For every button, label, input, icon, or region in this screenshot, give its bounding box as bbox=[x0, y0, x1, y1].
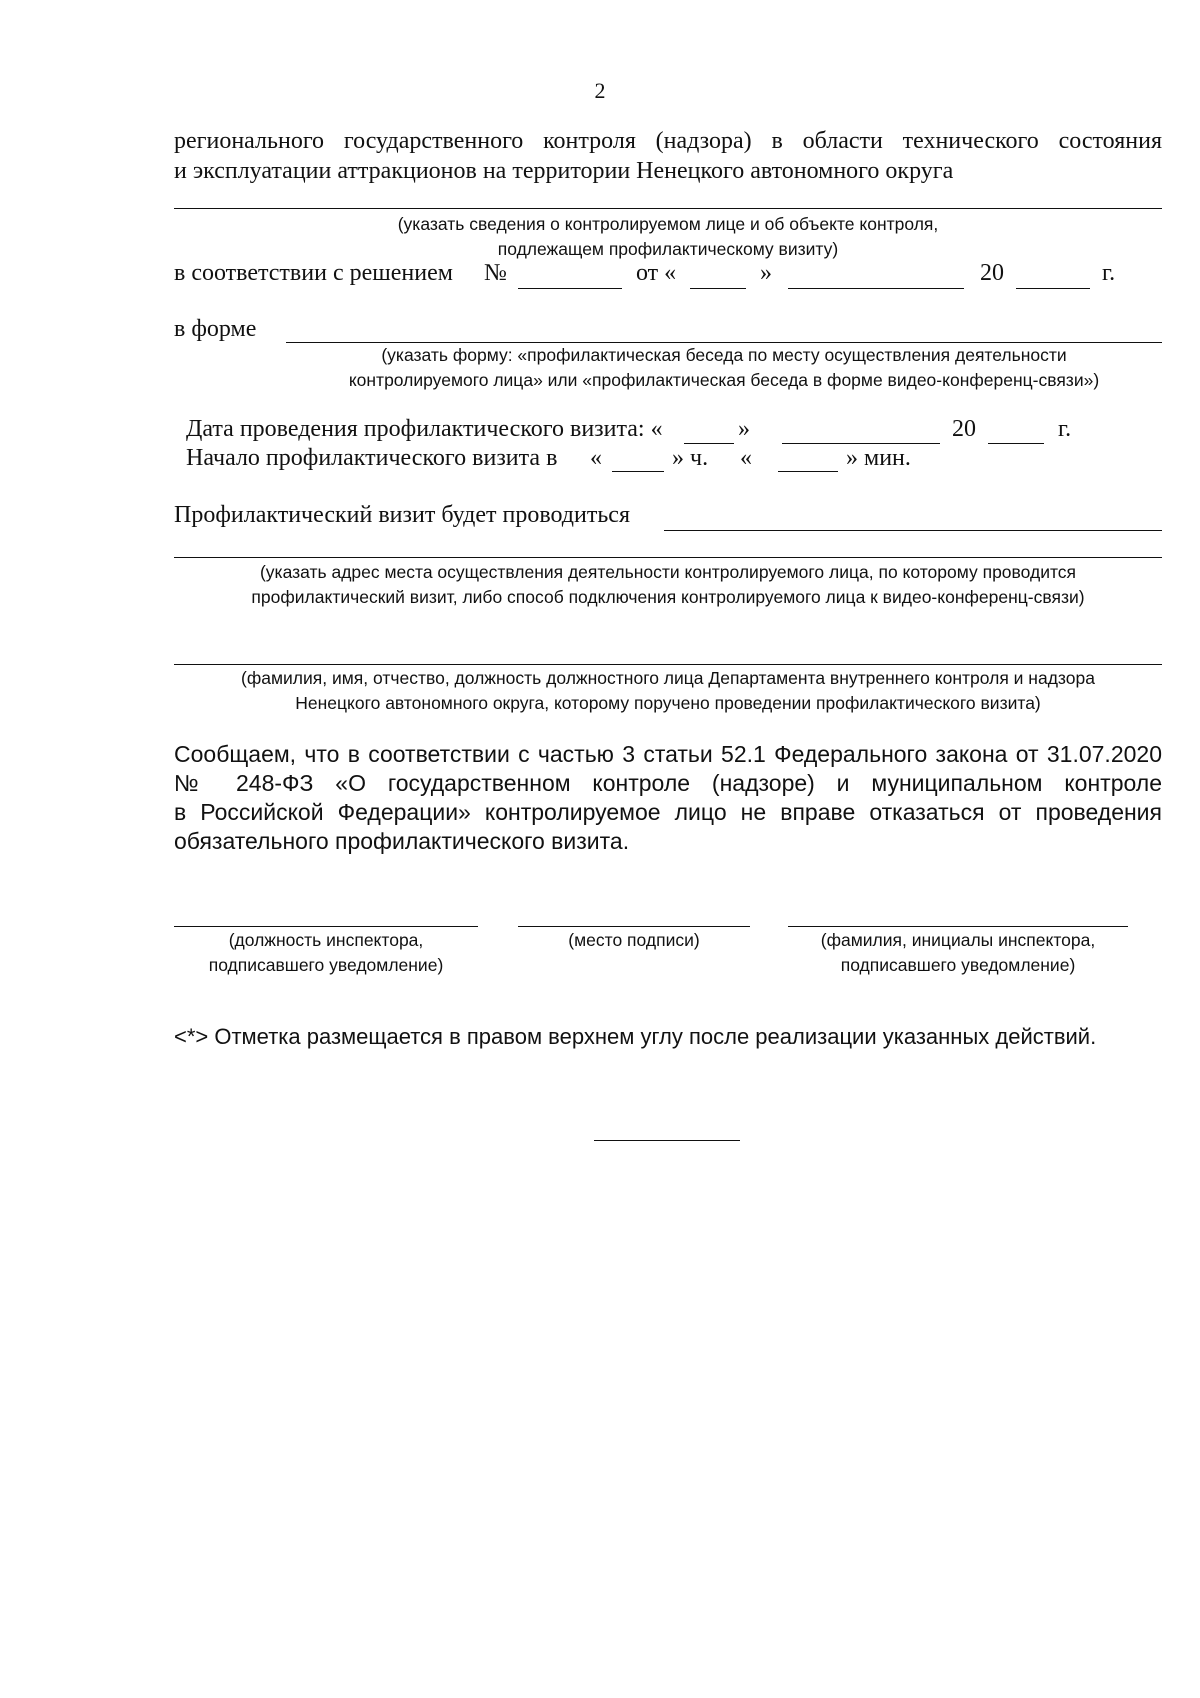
visit-month-field[interactable] bbox=[782, 443, 940, 444]
decision-year-prefix: 20 bbox=[980, 260, 1004, 286]
official-caption: (фамилия, имя, отчество, должность должностного лица Департамента внутреннего контроля и надзора Ненецкого автономного округа, которому поручено проведении профилактического визита) bbox=[241, 668, 1095, 713]
visit-day-field[interactable] bbox=[684, 443, 734, 444]
visit-start-minutes-field[interactable] bbox=[778, 471, 838, 472]
end-rule bbox=[594, 1140, 740, 1141]
decision-close-quote: » bbox=[760, 260, 772, 286]
decision-number-sign: № bbox=[484, 260, 507, 286]
signature-caption: (место подписи) bbox=[568, 930, 700, 950]
address-caption: (указать адрес места осуществления деятельности контролируемого лица, по которому проводится профилактический визит, либо способ подключения контролируемого лица к видео-конференц-связи) bbox=[251, 562, 1085, 607]
visit-year-suffix: г. bbox=[1058, 416, 1072, 442]
official-field[interactable] bbox=[174, 664, 1162, 665]
visit-start-label: Начало профилактического визита в bbox=[186, 445, 558, 471]
signature-field[interactable] bbox=[518, 926, 750, 927]
controlled-person-field[interactable] bbox=[174, 208, 1162, 209]
visit-start-hours-label: » ч. bbox=[672, 445, 709, 471]
controlled-person-caption: (указать сведения о контролируемом лице и об объекте контроля, подлежащем профилактическому визиту) bbox=[397, 214, 939, 259]
visit-start-open-quote-1: « bbox=[590, 445, 602, 471]
decision-year-suffix: г. bbox=[1102, 260, 1116, 286]
decision-day-field[interactable] bbox=[690, 288, 746, 289]
decision-from-label: от « bbox=[636, 260, 677, 286]
form-caption: (указать форму: «профилактическая беседа по месту осуществления деятельности контролируемого лица» или «профилактическая беседа в форме видео-конференц-связи») bbox=[348, 345, 1100, 390]
decision-month-field[interactable] bbox=[788, 288, 964, 289]
intro-line-1: регионального государственного контроля (надзора) в области технического состояния bbox=[174, 128, 1162, 154]
visit-year-field[interactable] bbox=[988, 443, 1044, 444]
page-number: 2 bbox=[594, 78, 606, 103]
decision-number-field[interactable] bbox=[518, 288, 622, 289]
visit-date-close-quote: » bbox=[738, 416, 750, 442]
visit-place-field-line-2[interactable] bbox=[174, 557, 1162, 558]
visit-year-prefix: 20 bbox=[952, 416, 976, 442]
footnote: <*> Отметка размещается в правом верхнем углу после реализации указанных действий. bbox=[174, 1024, 1097, 1049]
signature-name-caption: (фамилия, инициалы инспектора, подписавшего уведомление) bbox=[820, 930, 1096, 975]
notice-paragraph: Сообщаем, что в соответствии с частью 3 статьи 52.1 Федерального закона от 31.07.2020 № 248-ФЗ «О государственном контроле (надзоре) и муниципальном контроле в Российской Федерации» контролируемое лицо не вправе отказаться от проведения обязательного профилактического визита. bbox=[174, 741, 1162, 854]
decision-label: в соответствии с решением bbox=[174, 260, 453, 286]
signature-name-field[interactable] bbox=[788, 926, 1128, 927]
visit-start-hours-field[interactable] bbox=[612, 471, 664, 472]
visit-place-label: Профилактический визит будет проводиться bbox=[174, 502, 630, 528]
visit-date-label: Дата проведения профилактического визита: « bbox=[186, 416, 663, 442]
visit-start-minutes-label: » мин. bbox=[846, 445, 911, 471]
signature-position-field[interactable] bbox=[174, 926, 478, 927]
visit-place-field[interactable] bbox=[664, 530, 1162, 531]
decision-year-field[interactable] bbox=[1016, 288, 1090, 289]
visit-start-open-quote-2: « bbox=[740, 445, 752, 471]
signature-position-caption: (должность инспектора, подписавшего уведомление) bbox=[208, 930, 444, 975]
intro-line-2: и эксплуатации аттракционов на территории Ненецкого автономного округа bbox=[174, 158, 954, 184]
form-label: в форме bbox=[174, 316, 257, 342]
